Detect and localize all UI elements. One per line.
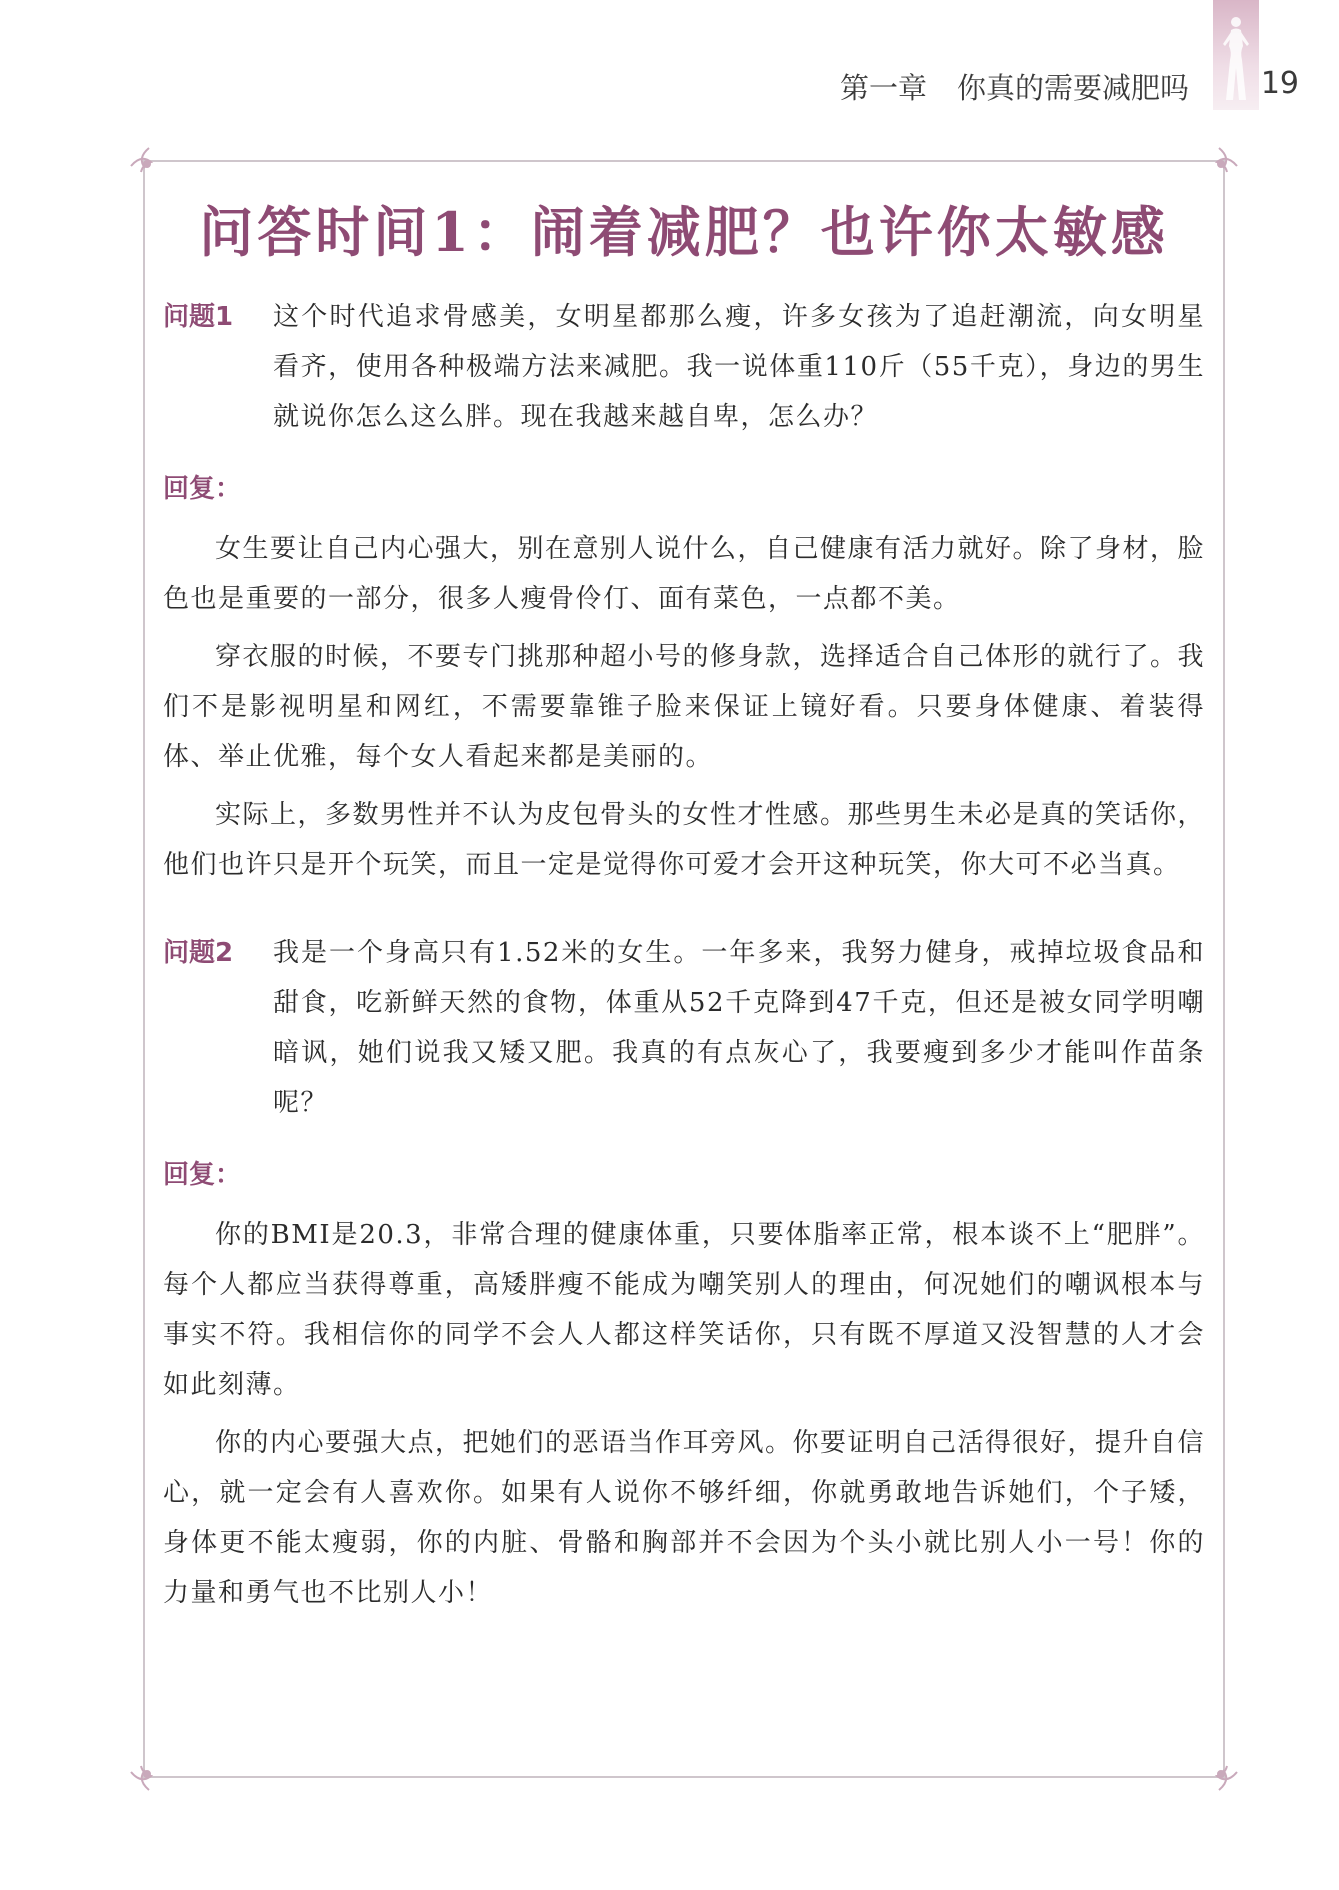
qa-frame <box>143 160 1225 1778</box>
section-title: 问答时间1：闹着减肥？也许你太敏感 <box>199 200 1169 264</box>
corner-ornament-icon <box>1197 144 1241 188</box>
question-label: 问题1 <box>163 302 234 332</box>
question-block <box>163 928 1205 1128</box>
corner-ornament-icon <box>127 1750 171 1794</box>
corner-ornament-icon <box>1197 1750 1241 1794</box>
question-block <box>163 292 1205 442</box>
reply-label: 回复： <box>163 474 242 504</box>
reply-paragraph: 你的BMI是20.3，非常合理的健康体重，只要体脂率正常，根本谈不上“肥胖”。每个人都应当获得尊重，高矮胖瘦不能成为嘲笑别人的理由，何况她们的嘲讽根本与事实不符。我相信你的同学不会人人都这样笑话你，只有既不厚道又没智慧的人才会如此刻薄。 <box>163 1220 1205 1400</box>
corner-ornament-icon <box>127 144 171 188</box>
qa-content <box>163 292 1205 1626</box>
chapter-title: 你真的需要减肥吗 <box>956 70 1189 105</box>
woman-silhouette-icon <box>1213 0 1259 110</box>
question-text: 这个时代追求骨感美，女明星都那么瘦，许多女孩为了追赶潮流，向女明星看齐，使用各种极端方法来减肥。我一说体重110斤（55千克），身边的男生就说你怎么这么胖。现在我越来越自卑，怎么办？ <box>273 302 1205 432</box>
reply-paragraph: 穿衣服的时候，不要专门挑那种超小号的修身款，选择适合自己体形的就行了。我们不是影视明星和网红，不需要靠锥子脸来保证上镜好看。只要身体健康、着装得体、举止优雅，每个女人看起来都是美丽的。 <box>163 642 1206 772</box>
reply-paragraph: 女生要让自己内心强大，别在意别人说什么，自己健康有活力就好。除了身材，脸色也是重要的一部分，很多人瘦骨伶仃、面有菜色，一点都不美。 <box>163 534 1206 614</box>
question-label: 问题2 <box>163 938 234 968</box>
page-number: 19 <box>1260 66 1299 101</box>
chapter-number: 第一章 <box>839 70 927 105</box>
question-text: 我是一个身高只有1.52米的女生。一年多来，我努力健身，戒掉垃圾食品和甜食，吃新鲜天然的食物，体重从52千克降到47千克，但还是被女同学明嘲暗讽，她们说我又矮又肥。我真的有点灰心了，我要瘦到多少才能叫作苗条呢？ <box>273 938 1205 1118</box>
reply-paragraph: 实际上，多数男性并不认为皮包骨头的女性才性感。那些男生未必是真的笑话你，他们也许只是开个玩笑，而且一定是觉得你可爱才会开这种玩笑，你大可不必当真。 <box>163 800 1206 880</box>
reply-paragraph: 你的内心要强大点，把她们的恶语当作耳旁风。你要证明自己活得很好，提升自信心，就一定会有人喜欢你。如果有人说你不够纤细，你就勇敢地告诉她们，个子矮，身体更不能太瘦弱，你的内脏、骨骼和胸部并不会因为个头小就比别人小一号！你的力量和勇气也不比别人小！ <box>163 1428 1206 1608</box>
reply-label: 回复： <box>163 1160 242 1190</box>
running-header <box>840 62 1189 110</box>
